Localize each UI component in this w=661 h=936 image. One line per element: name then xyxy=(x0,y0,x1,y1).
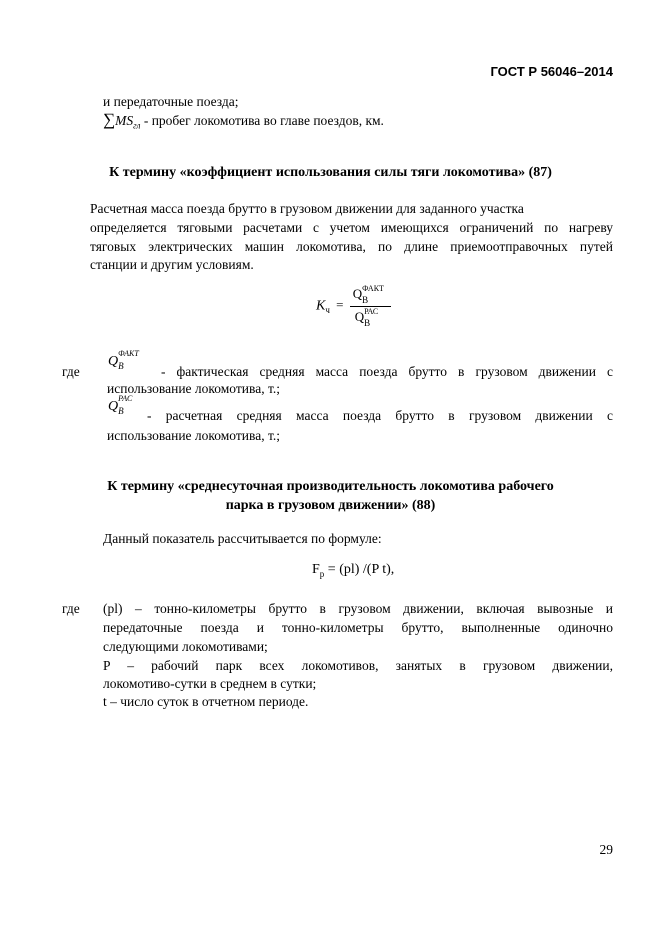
sum-variable-subscript: гл xyxy=(133,120,141,131)
def1-line-2: использование локомотива, т.; xyxy=(107,381,280,396)
denominator-sub: В xyxy=(364,318,371,328)
def2-symbol-sup: РАС xyxy=(118,394,133,403)
def1-symbol-letter: Q xyxy=(108,354,119,370)
formula-traction-coefficient xyxy=(316,284,391,329)
sum-description: - пробег локомотива во главе поездов, км. xyxy=(143,113,384,128)
page-number: 29 xyxy=(599,842,613,857)
sum-definition xyxy=(103,110,384,130)
def1-symbol-sup: ФАКТ xyxy=(118,349,139,358)
formula-lhs-sub: ч xyxy=(325,305,330,316)
section-87-heading: К термину «коэффициент использования силы тяги локомотива» (87) xyxy=(109,165,552,180)
def-pl-line-1: (pl) – тонно-километры брутто в грузовом движении, включая вывозные и xyxy=(103,601,613,616)
section-88-intro: Данный показатель рассчитывается по формуле: xyxy=(103,531,382,546)
formula-f-lhs: F xyxy=(312,562,320,577)
formula-numerator xyxy=(350,284,391,306)
def-p-line-1: P – рабочий парк всех локомотивов, занятых в грузовом движении, xyxy=(103,658,613,673)
def1-symbol xyxy=(108,350,150,374)
formula-denominator xyxy=(352,307,389,329)
section-88-heading-line-2: парка в грузовом движении» (88) xyxy=(225,498,436,513)
def-t: t – число суток в отчетном периоде. xyxy=(103,694,309,709)
continuation-line: и передаточные поезда; xyxy=(103,94,239,109)
formula-fraction xyxy=(350,284,391,329)
denominator-symbol: Q xyxy=(354,308,365,324)
denominator-sup: РАС xyxy=(364,307,379,316)
def2-line-1: - расчетная средняя масса поезда брутто в грузовом движении с xyxy=(147,408,613,423)
section-87-para-line-4: станции и другим условиям. xyxy=(90,257,254,272)
def2-line-2: использование локомотива, т.; xyxy=(107,428,280,443)
where-label-88: где xyxy=(62,601,80,616)
where-label-87: где xyxy=(62,364,80,379)
sum-variable: MS xyxy=(115,113,134,128)
section-87-para-line-3: тяговых электрических машин локомотива, по длине приемоотправочных путей xyxy=(90,239,613,254)
formula-f-rhs: = (pl) /(P t), xyxy=(324,562,395,577)
section-87-para-line-1: Расчетная масса поезда брутто в грузовом движении для заданного участка xyxy=(90,201,524,216)
def-pl-line-3: следующими локомотивами; xyxy=(103,639,268,654)
def1-line-1: - фактическая средняя масса поезда брутто в грузовом движении с xyxy=(161,364,613,379)
def-p-line-2: локомотиво-сутки в среднем в сутки; xyxy=(103,676,317,691)
section-88-heading-line-1: К термину «среднесуточная производительность локомотива рабочего xyxy=(107,479,554,494)
sum-symbol: ∑ xyxy=(103,110,116,129)
formula-f-sub: р xyxy=(319,568,325,579)
def-pl-line-2: передаточные поезда и тонно-километры брутто, выполненные одиночно xyxy=(103,620,613,635)
section-88-heading xyxy=(48,477,613,515)
numerator-symbol: Q xyxy=(352,285,363,301)
def2-symbol-sub: B xyxy=(118,406,124,416)
def2-symbol xyxy=(108,395,148,419)
formula-lhs-var: K xyxy=(316,298,326,314)
formula-equals: = xyxy=(336,297,344,313)
numerator-sup: ФАКТ xyxy=(362,284,384,293)
numerator-sub: В xyxy=(362,295,369,305)
formula-productivity xyxy=(312,562,394,578)
def2-symbol-letter: Q xyxy=(108,399,119,415)
document-standard-number: ГОСТ Р 56046–2014 xyxy=(490,64,613,79)
def1-symbol-sub: B xyxy=(118,361,124,371)
section-87-para-line-2: определяется тяговыми расчетами с учетом имеющихся ограничений по нагреву xyxy=(90,220,613,235)
